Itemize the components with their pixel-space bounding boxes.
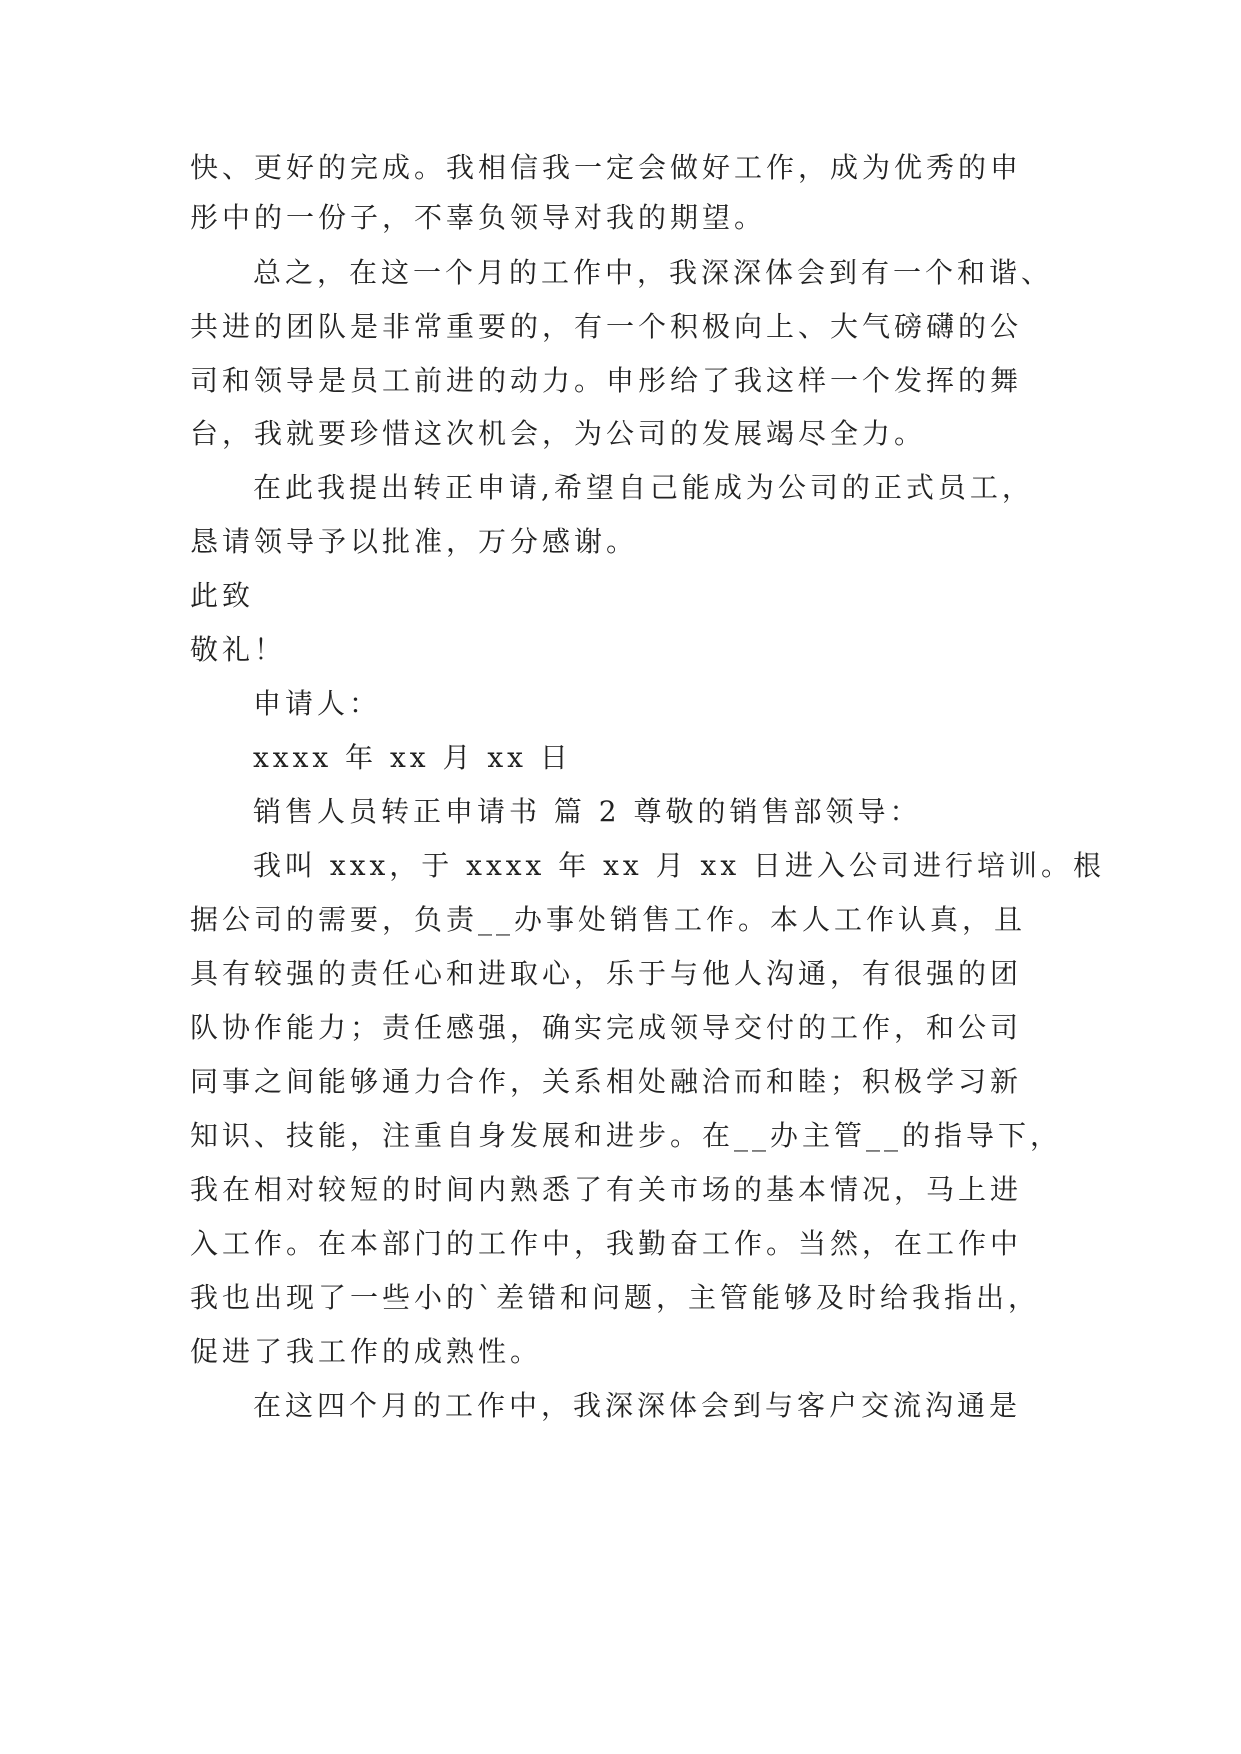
- text-line: 在这四个月的工作中，我深深体会到与客户交流沟通是: [253, 1389, 1022, 1422]
- text-line: 总之，在这一个月的工作中，我深深体会到有一个和谐、: [253, 256, 1054, 289]
- text-line: 具有较强的责任心和进取心，乐于与他人沟通，有很强的团: [190, 957, 1023, 990]
- text-line: 敬礼！: [190, 633, 287, 666]
- text-line: 入工作。在本部门的工作中，我勤奋工作。当然，在工作中: [190, 1227, 1023, 1260]
- text-line: 我叫 xxx，于 xxxx 年 xx 月 xx 日进入公司进行培训。根: [253, 849, 1106, 882]
- text-line: 我在相对较短的时间内熟悉了有关市场的基本情况，马上进: [190, 1173, 1023, 1206]
- text-line: 同事之间能够通力合作，关系相处融洽而和睦；积极学习新: [190, 1065, 1023, 1098]
- text-line: 在此我提出转正申请,希望自己能成为公司的正式员工，: [253, 471, 1034, 504]
- signature-label: 申请人：: [253, 687, 382, 720]
- text-line: 知识、技能，注重自身发展和进步。在__办主管__的指导下，: [190, 1119, 1063, 1152]
- text-line: 队协作能力；责任感强，确实完成领导交付的工作，和公司: [190, 1011, 1023, 1044]
- text-line: 快、更好的完成。我相信我一定会做好工作，成为优秀的申: [190, 151, 1023, 184]
- date-line: xxxx 年 xx 月 xx 日: [253, 741, 572, 774]
- text-line: 恳请领导予以批准，万分感谢。: [190, 525, 639, 558]
- text-line: 台，我就要珍惜这次机会，为公司的发展竭尽全力。: [190, 417, 927, 450]
- text-line: 共进的团队是非常重要的，有一个积极向上、大气磅礴的公: [190, 310, 1023, 343]
- text-line: 据公司的需要，负责__办事处销售工作。本人工作认真，且: [190, 903, 1027, 936]
- section-heading: 销售人员转正申请书 篇 2 尊敬的销售部领导：: [253, 795, 922, 828]
- text-line: 促进了我工作的成熟性。: [190, 1335, 543, 1368]
- text-line: 我也出现了一些小的`差错和问题，主管能够及时给我指出，: [190, 1281, 1041, 1314]
- text-line: 彤中的一份子，不辜负领导对我的期望。: [190, 201, 767, 234]
- text-line: 司和领导是员工前进的动力。申彤给了我这样一个发挥的舞: [190, 364, 1023, 397]
- text-line: 此致: [190, 579, 255, 612]
